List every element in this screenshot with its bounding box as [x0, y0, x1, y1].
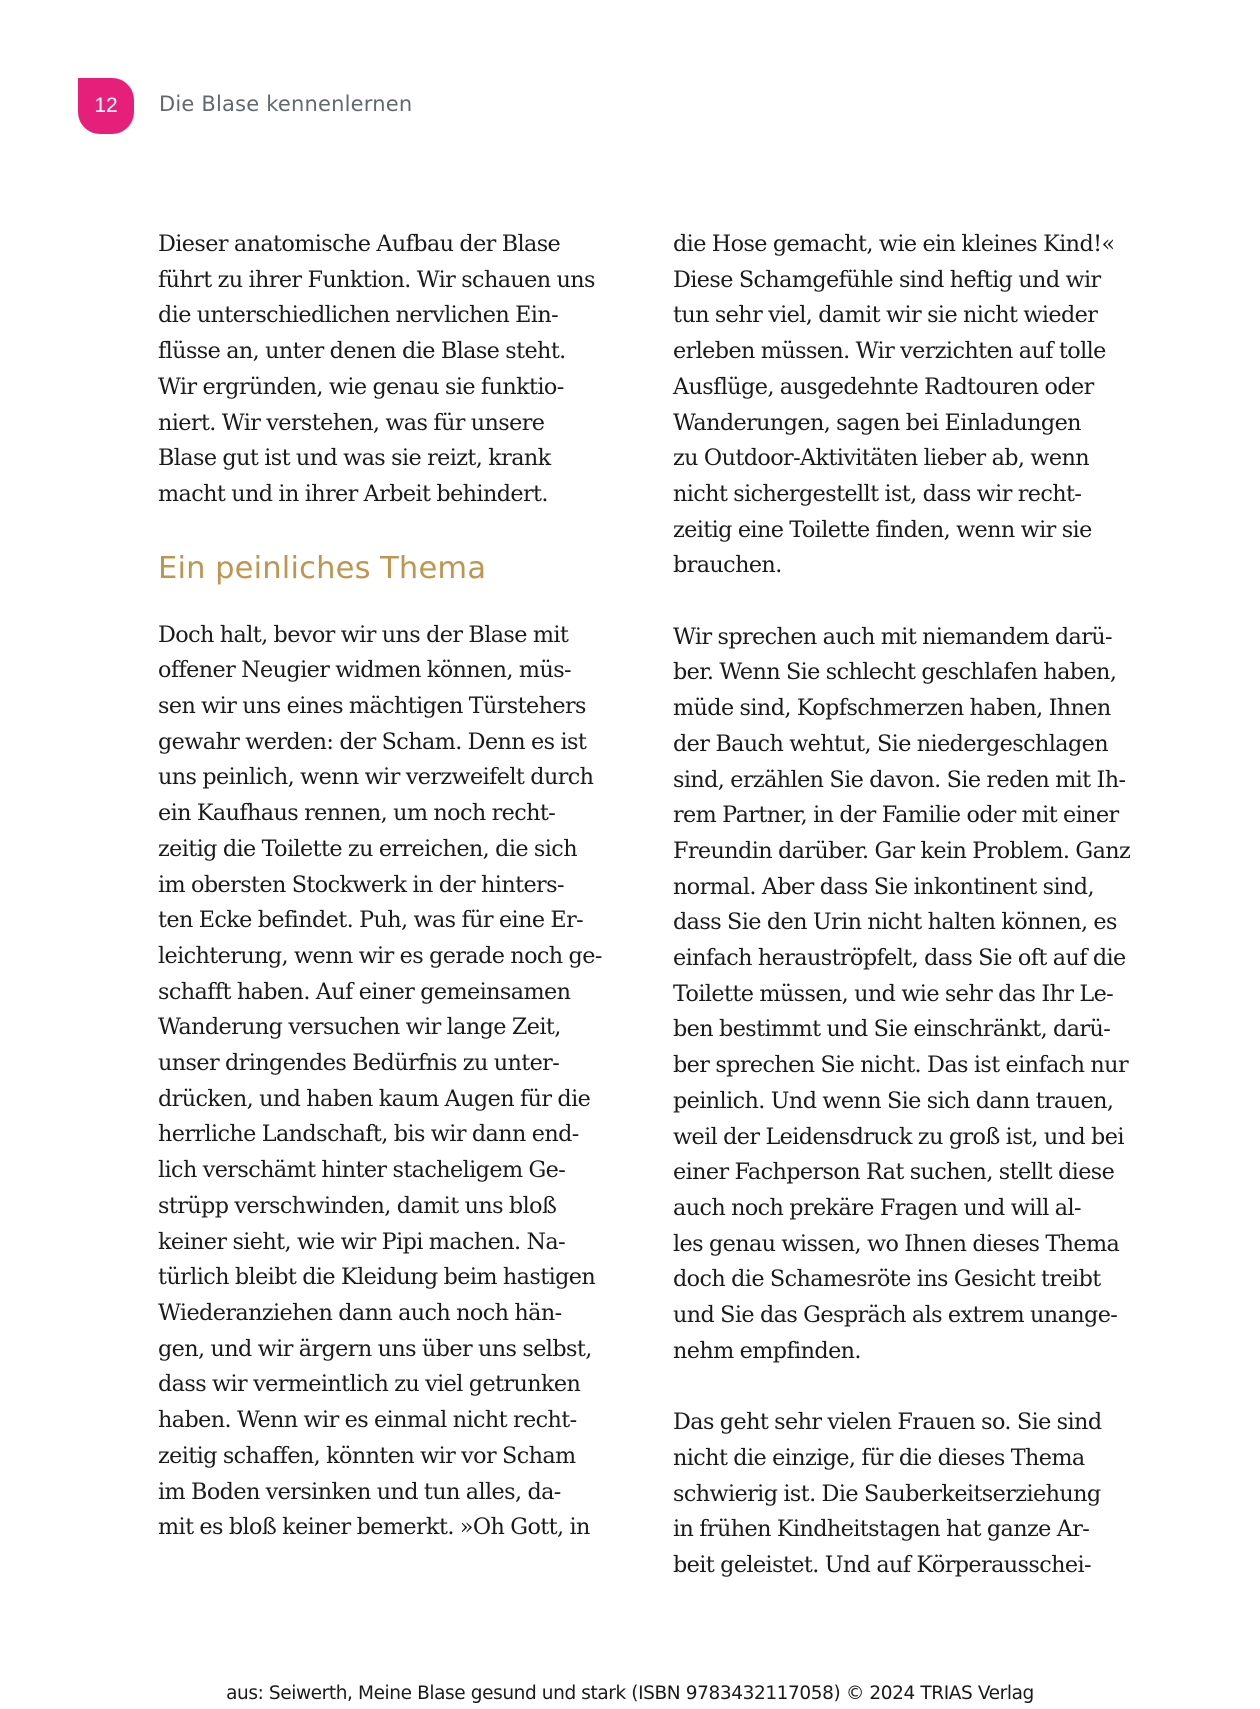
text-line: und Sie das Gespräch als extrem unange- [673, 1302, 1118, 1329]
text-line: schwierig ist. Die Sauberkeitserziehung [673, 1480, 1101, 1507]
text-line: lich verschämt hinter stacheligem Ge- [158, 1157, 566, 1184]
text-line: keiner sieht, wie wir Pipi machen. Na- [158, 1228, 566, 1255]
text-line: zeitig schaffen, könnten wir vor Scham [158, 1442, 576, 1469]
text-line: ber sprechen Sie nicht. Das ist einfach nur [673, 1052, 1129, 1079]
text-line: Blase gut ist und was sie reizt, krank [158, 445, 551, 472]
text-line: peinlich. Und wenn Sie sich dann trauen, [673, 1087, 1114, 1114]
text-line: uns peinlich, wenn wir verzweifelt durch [158, 764, 594, 791]
text-line: zeitig die Toilette zu erreichen, die sich [158, 835, 577, 862]
left-column [158, 227, 628, 1546]
text-line: Doch halt, bevor wir uns der Blase mit [158, 621, 569, 648]
text-line: Wanderung versuchen wir lange Zeit, [158, 1014, 561, 1041]
text-line: Toilette müssen, und wie sehr das Ihr Le- [673, 980, 1114, 1007]
text-line: Das geht sehr vielen Frauen so. Sie sind [673, 1409, 1102, 1436]
text-line: Dieser anatomische Aufbau der Blase [158, 231, 561, 257]
text-line: der Bauch wehtut, Sie niedergeschlagen [673, 730, 1108, 757]
text-line: Wir sprechen auch mit niemandem darü- [673, 623, 1112, 650]
paragraph-3 [673, 1405, 1143, 1584]
text-line: niert. Wir verstehen, was für unsere [158, 409, 545, 436]
text-line: zu Outdoor-Aktivitäten lieber ab, wenn [673, 445, 1090, 472]
text-line: nehm empfinden. [673, 1337, 861, 1364]
text-line: erleben müssen. Wir verzichten auf tolle [673, 338, 1106, 365]
text-line: normal. Aber dass Sie inkontinent sind, [673, 873, 1094, 900]
text-line: sen wir uns eines mächtigen Türstehers [158, 693, 586, 720]
text-line: schafft haben. Auf einer gemeinsamen [158, 978, 571, 1005]
right-column [673, 227, 1143, 1584]
paragraph-1 [673, 227, 1143, 584]
text-line: Freundin darüber. Gar kein Problem. Ganz [673, 837, 1131, 864]
source-citation: aus: Seiwerth, Meine Blase gesund und stark (ISBN 9783432117058) © 2024 TRIAS Verlag [226, 1683, 1034, 1704]
section-heading: Ein peinliches Thema [158, 550, 487, 586]
text-line: nicht sichergestellt ist, dass wir recht- [673, 480, 1082, 507]
text-line: tun sehr viel, damit wir sie nicht wieder [673, 302, 1098, 329]
text-line: ein Kaufhaus rennen, um noch recht- [158, 800, 556, 827]
text-line: einer Fachperson Rat suchen, stellt diese [673, 1159, 1115, 1186]
text-line: leichterung, wenn wir es gerade noch ge- [158, 942, 602, 969]
text-line: zeitig eine Toilette finden, wenn wir sie [673, 516, 1092, 543]
text-line: strüpp verschwinden, damit uns bloß [158, 1192, 557, 1219]
paragraph-gap [673, 584, 1143, 620]
text-line: einfach herauströpfelt, dass Sie oft auf die [673, 945, 1126, 972]
text-line: Diese Schamgefühle sind heftig und wir [673, 266, 1101, 293]
text-line: brauchen. [673, 552, 782, 579]
text-line: die Hose gemacht, wie ein kleines Kind!« [673, 231, 1115, 257]
text-line: dass wir vermeintlich zu viel getrunken [158, 1371, 581, 1398]
text-line: auch noch prekäre Fragen und will al- [673, 1194, 1081, 1221]
text-line: drücken, und haben kaum Augen für die [158, 1085, 591, 1112]
intro-paragraph [158, 227, 628, 513]
text-line: doch die Schamesröte ins Gesicht treibt [673, 1266, 1101, 1293]
text-line: beit geleistet. Und auf Körperausschei- [673, 1551, 1091, 1578]
running-head: Die Blase kennenlernen [159, 92, 413, 116]
text-line: haben. Wenn wir es einmal nicht recht- [158, 1407, 577, 1434]
text-line: Wiederanziehen dann auch noch hän- [158, 1299, 562, 1326]
text-line: Ausflüge, ausgedehnte Radtouren oder [673, 373, 1094, 400]
text-line: Wir ergründen, wie genau sie funktio- [158, 373, 564, 400]
text-line: müde sind, Kopfschmerzen haben, Ihnen [673, 695, 1111, 722]
text-line: türlich bleibt die Kleidung beim hastigen [158, 1264, 596, 1291]
page-number: 12 [94, 94, 118, 117]
text-line: gen, und wir ärgern uns über uns selbst, [158, 1335, 592, 1362]
paragraph-gap [673, 1369, 1143, 1405]
text-line: ben bestimmt und Sie einschränkt, darü- [673, 1016, 1111, 1043]
text-line: Wanderungen, sagen bei Einladungen [673, 409, 1081, 436]
text-line: ber. Wenn Sie schlecht geschlafen haben, [673, 659, 1117, 686]
text-line: führt zu ihrer Funktion. Wir schauen uns [158, 266, 595, 293]
text-line: sind, erzählen Sie davon. Sie reden mit Ih- [673, 766, 1126, 793]
text-line: dass Sie den Urin nicht halten können, es [673, 909, 1117, 936]
text-line: offener Neugier widmen können, müs- [158, 657, 571, 684]
text-line: nicht die einzige, für die dieses Thema [673, 1444, 1085, 1471]
page-number-badge [78, 78, 134, 134]
text-line: unser dringendes Bedürfnis zu unter- [158, 1050, 560, 1077]
text-line: im obersten Stockwerk in der hinters- [158, 871, 564, 898]
text-line: rem Partner, in der Familie oder mit einer [673, 802, 1119, 829]
text-line: herrliche Landschaft, bis wir dann end- [158, 1121, 579, 1148]
text-line: im Boden versinken und tun alles, da- [158, 1478, 561, 1505]
paragraph-2 [673, 620, 1143, 1370]
text-line: die unterschiedlichen nervlichen Ein- [158, 302, 559, 329]
text-line: mit es bloß keiner bemerkt. »Oh Gott, in [158, 1514, 590, 1541]
text-line: les genau wissen, wo Ihnen dieses Thema [673, 1230, 1120, 1257]
text-line: macht und in ihrer Arbeit behindert. [158, 480, 548, 507]
body-paragraph [158, 618, 628, 1546]
text-line: gewahr werden: der Scham. Denn es ist [158, 728, 587, 755]
text-line: ten Ecke befindet. Puh, was für eine Er- [158, 907, 584, 934]
text-line: flüsse an, unter denen die Blase steht. [158, 338, 566, 365]
text-line: weil der Leidensdruck zu groß ist, und bei [673, 1123, 1124, 1150]
text-line: in frühen Kindheitstagen hat ganze Ar- [673, 1516, 1090, 1543]
